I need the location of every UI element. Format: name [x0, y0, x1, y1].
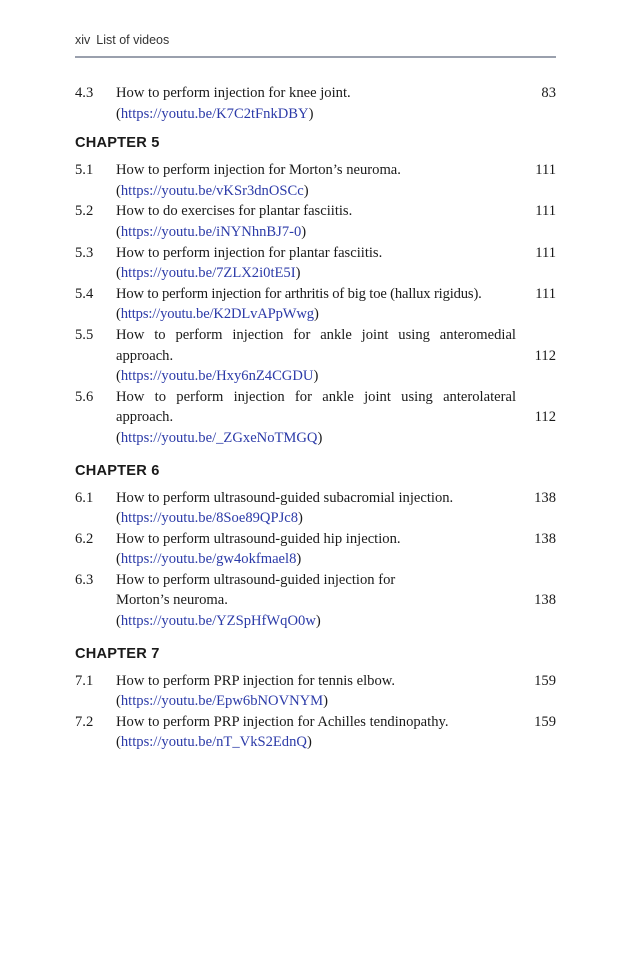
chapter-heading: CHAPTER 5	[75, 135, 160, 152]
video-link[interactable]: https://youtu.be/vKSr3dnOSCc	[120, 182, 304, 199]
video-link[interactable]: https://youtu.be/7ZLX2i0tE5I	[120, 265, 296, 282]
entry-title: How to perform ultrasound-guided injection for Morton’s neuroma.	[116, 571, 396, 609]
video-link[interactable]: https://youtu.be/Epw6bNOVNYM	[120, 693, 324, 710]
entry-title: How to perform PRP injection for tennis elbow.	[116, 672, 395, 689]
video-entry: 7.1 How to perform PRP injection for tennis elbow. (https://youtu.be/Epw6bNOVNYM) 159	[75, 672, 556, 710]
video-entry: 6.1 How to perform ultrasound-guided subacromial injection. (https://youtu.be/8Soe89QPJc8) 138	[75, 489, 556, 527]
entry-title: How to perform injection for ankle joint using anteromedial approach.	[116, 326, 516, 364]
video-entry: 5.1 How to perform injection for Morton’s neuroma. (https://youtu.be/vKSr3dnOSCc) 111	[75, 162, 556, 199]
entry-number: 5.3	[75, 244, 94, 261]
header-rule	[75, 56, 556, 58]
video-entry: 7.2 How to perform PRP injection for Achilles tendinopathy. (https://youtu.be/nT_VkS2EdnQ) 159	[75, 713, 556, 751]
video-entry: 4.3 How to perform injection for knee joint. (https://youtu.be/K7C2tFnkDBY) 83	[75, 85, 556, 122]
video-entry: 5.6 How to perform injection for ankle joint using anterolateral approach. (https://youtu.be/_ZGxeNoTMGQ) 112	[75, 388, 556, 446]
entry-number: 5.5	[75, 326, 94, 343]
entry-number: 4.3	[75, 85, 94, 101]
entry-title: How to perform injection for Morton’s neuroma.	[116, 162, 401, 179]
entry-number: 6.2	[75, 530, 94, 547]
entry-number: 7.2	[75, 713, 94, 730]
video-list	[75, 83, 556, 753]
entry-page: 138	[534, 592, 556, 609]
entry-number: 5.2	[75, 203, 94, 220]
video-link[interactable]: https://youtu.be/Hxy6nZ4CGDU	[120, 368, 314, 385]
video-link[interactable]: https://youtu.be/gw4okfmael8	[120, 551, 297, 568]
video-entry: 5.2 How to do exercises for plantar fasciitis. (https://youtu.be/iNYNhnBJ7-0) 111	[75, 203, 556, 240]
entry-page: 111	[535, 285, 556, 302]
video-link[interactable]: https://youtu.be/nT_VkS2EdnQ	[120, 734, 307, 751]
entry-title: How to perform injection for ankle joint using anterolateral approach.	[116, 388, 516, 426]
entry-title: How to perform injection for knee joint.	[116, 85, 351, 101]
entry-number: 5.6	[75, 388, 94, 405]
entry-number: 5.4	[75, 285, 94, 302]
chapter-heading: CHAPTER 6	[75, 462, 160, 479]
entry-number: 6.3	[75, 571, 94, 588]
entry-number: 5.1	[75, 162, 94, 179]
entry-page: 111	[535, 162, 556, 179]
entry-page: 112	[534, 409, 556, 426]
entry-title: How to perform ultrasound-guided subacromial injection.	[116, 489, 454, 506]
video-link[interactable]: https://youtu.be/_ZGxeNoTMGQ	[120, 429, 318, 446]
video-link[interactable]: https://youtu.be/8Soe89QPJc8	[120, 510, 299, 527]
entry-page: 159	[534, 713, 556, 730]
header-title: List of videos	[96, 33, 170, 47]
entry-page: 112	[534, 347, 556, 364]
video-link[interactable]: https://youtu.be/K7C2tFnkDBY	[120, 105, 309, 122]
entry-page: 83	[541, 85, 556, 101]
entry-page: 159	[534, 672, 556, 689]
video-entry: 5.3 How to perform injection for plantar fasciitis. (https://youtu.be/7ZLX2i0tE5I) 111	[75, 244, 556, 282]
entry-page: 111	[535, 203, 556, 220]
entry-title: How to perform injection for plantar fasciitis.	[116, 244, 383, 261]
chapter-heading: CHAPTER 7	[75, 645, 160, 662]
video-entry: 6.2 How to perform ultrasound-guided hip injection. (https://youtu.be/gw4okfmael8) 138	[75, 530, 556, 568]
entry-page: 138	[534, 530, 556, 547]
video-entry: 5.4 How to perform injection for arthritis of big toe (hallux rigidus). (https://youtu.be/K2DLvAPpWwg) 111	[75, 285, 556, 323]
entry-number: 6.1	[75, 489, 94, 506]
video-link[interactable]: https://youtu.be/iNYNhnBJ7-0	[120, 223, 302, 240]
entry-title: How to perform injection for arthritis of big toe (hallux rigidus).	[116, 285, 482, 302]
video-link[interactable]: https://youtu.be/K2DLvAPpWwg	[120, 306, 314, 323]
entry-title: How to perform ultrasound-guided hip injection.	[116, 530, 401, 547]
entry-title: How to perform PRP injection for Achilles tendinopathy.	[116, 713, 449, 730]
entry-page: 111	[535, 244, 556, 261]
entry-title: How to do exercises for plantar fasciitis.	[116, 203, 353, 220]
video-entry: 5.5 How to perform injection for ankle joint using anteromedial approach. (https://youtu.be/Hxy6nZ4CGDU) 112	[75, 326, 556, 385]
video-link[interactable]: https://youtu.be/YZSpHfWqO0w	[120, 613, 316, 630]
entry-page: 138	[534, 489, 556, 506]
video-entry: 6.3 How to perform ultrasound-guided injection for Morton’s neuroma. (https://youtu.be/YZSpHfWqO0w) 138	[75, 571, 556, 630]
entry-number: 7.1	[75, 672, 94, 689]
running-head	[75, 33, 169, 47]
header-page-number: xiv	[75, 33, 91, 47]
